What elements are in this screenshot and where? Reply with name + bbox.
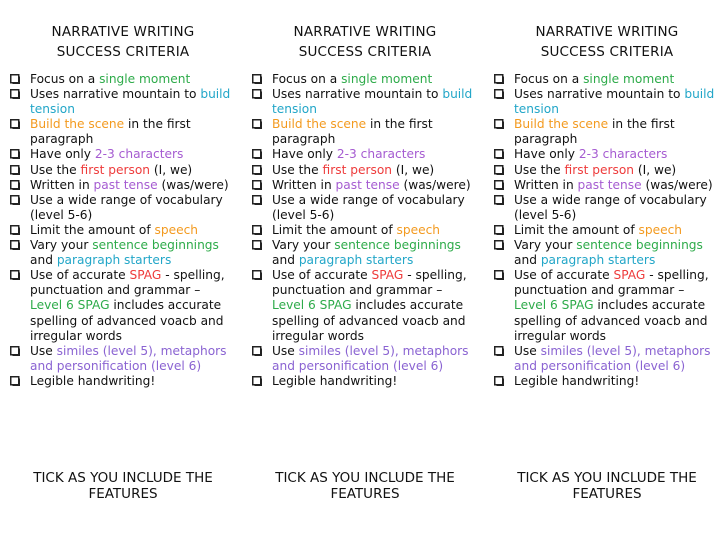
criteria-item [494,268,720,343]
criteria-text-c: (was/were) [399,177,471,192]
criteria-text-a: Use a wide range of vocabulary (level 5-6) [272,192,465,222]
checkbox-icon[interactable] [10,74,20,84]
title-line-1: NARRATIVE WRITING [293,24,437,40]
checkbox-icon[interactable] [252,149,262,159]
tick-instruction: TICK AS YOU INCLUDE THE FEATURES [33,470,213,502]
criteria-text-c: in the first paragraph [514,117,675,147]
checkbox-icon[interactable] [494,346,504,356]
criteria-item [494,344,720,374]
criteria-item [10,344,236,374]
criteria-text-c: - spelling, punctuation and grammar – [272,268,467,298]
criteria-text-b: single moment [99,72,191,86]
title-line-2: SUCCESS CRITERIA [298,44,432,60]
tick-instruction: TICK AS YOU INCLUDE THE FEATURES [517,470,697,502]
criteria-text-a: Use [272,343,299,358]
criteria-text-b: single moment [583,72,675,86]
criteria-text-b: past tense [577,177,642,192]
criteria-item [252,238,478,268]
criteria-item [10,87,236,117]
criteria-text-c: in the first paragraph [30,117,191,147]
criteria-text-a: Vary your [514,238,577,253]
checkbox-icon[interactable] [252,180,262,190]
criteria-item [252,344,478,374]
checkbox-icon[interactable] [10,89,20,99]
checkbox-icon[interactable] [252,376,262,386]
criteria-text-b: first person [322,162,392,177]
criteria-text-a: Legible handwriting! [272,373,398,388]
criteria-text-d: Level 6 SPAG [514,298,594,313]
criteria-text-a: Written in [514,177,578,192]
criteria-item [494,374,720,389]
checkbox-icon[interactable] [252,165,262,175]
checkbox-icon[interactable] [494,74,504,84]
criteria-item [494,163,720,178]
criteria-list [10,72,236,389]
criteria-item [10,223,236,238]
criteria-text-a: Have only [272,147,337,162]
criteria-title [494,22,720,66]
criteria-text-a: Legible handwriting! [30,373,156,388]
criteria-text-a: Uses narrative mountain to [272,87,443,102]
criteria-item [10,117,236,147]
criteria-text-e: includes accurate spelling of advanced voacb and irregular words [514,298,708,343]
checkbox-icon[interactable] [252,240,262,250]
checkbox-icon[interactable] [252,89,262,99]
checkbox-icon[interactable] [252,270,262,280]
criteria-item [252,178,478,193]
criteria-text-b: sentence beginnings [576,238,703,253]
criteria-item [10,193,236,223]
criteria-text-a: Uses narrative mountain to [514,87,685,102]
criteria-column [10,0,236,502]
criteria-item [10,374,236,389]
checkbox-icon[interactable] [494,180,504,190]
title-line-1: NARRATIVE WRITING [51,24,195,40]
criteria-text-b: SPAG [371,268,404,283]
criteria-item [10,178,236,193]
criteria-text-a: Written in [30,177,94,192]
criteria-item [10,147,236,162]
criteria-item [494,87,720,117]
criteria-text-c: and [30,253,57,268]
title-line-1: NARRATIVE WRITING [535,24,679,40]
criteria-text-b: first person [564,162,634,177]
criteria-text-a: Use a wide range of vocabulary (level 5-6) [30,192,223,222]
checkbox-icon[interactable] [494,149,504,159]
criteria-text-a: Use the [272,162,323,177]
criteria-text-a: Focus on a [272,72,342,86]
checkbox-icon[interactable] [10,180,20,190]
criteria-text-d: paragraph starters [56,253,172,268]
criteria-list [252,72,478,389]
criteria-item [252,147,478,162]
criteria-text-b: speech [154,222,198,237]
criteria-item [494,178,720,193]
criteria-text-a: Written in [272,177,336,192]
criteria-text-e: includes accurate spelling of advanced voacb and irregular words [272,298,466,343]
criteria-item [252,87,478,117]
criteria-text-a: Focus on a [514,72,584,86]
criteria-text-a: Use of accurate [514,268,614,283]
checkbox-icon[interactable] [252,74,262,84]
checkbox-icon[interactable] [494,225,504,235]
criteria-text-b: sentence beginnings [92,238,219,253]
criteria-text-b: 2-3 characters [336,147,426,162]
criteria-text-c: (I, we) [150,162,193,177]
checkbox-icon[interactable] [494,270,504,280]
checkbox-icon[interactable] [494,376,504,386]
criteria-text-d: paragraph starters [298,253,414,268]
criteria-text-b: 2-3 characters [94,147,184,162]
criteria-item [10,72,236,87]
criteria-text-b: speech [396,222,440,237]
checkbox-icon[interactable] [252,225,262,235]
criteria-item [252,72,478,87]
title-line-2: SUCCESS CRITERIA [56,44,190,60]
checkbox-icon[interactable] [494,195,504,205]
criteria-text-b: sentence beginnings [334,238,461,253]
criteria-text-a: Have only [30,147,95,162]
criteria-title [10,22,236,66]
tick-instruction: TICK AS YOU INCLUDE THE FEATURES [275,470,455,502]
criteria-text-b: first person [80,162,150,177]
criteria-text-a: Focus on a [30,72,100,86]
checkbox-icon[interactable] [494,240,504,250]
criteria-item [10,163,236,178]
checkbox-icon[interactable] [10,195,20,205]
checkbox-icon[interactable] [10,225,20,235]
criteria-text-e: includes accurate spelling of advanced voacb and irregular words [30,298,224,343]
criteria-text-a: Vary your [30,238,93,253]
criteria-text-c: (I, we) [392,162,435,177]
criteria-text-c: (was/were) [641,177,713,192]
criteria-text-c: and [272,253,299,268]
checkbox-icon[interactable] [10,270,20,280]
criteria-text-c: in the first paragraph [272,117,433,147]
criteria-text-b: similes (level 5), metaphors and personification (level 6) [272,343,469,373]
criteria-text-b: Build the scene [514,117,609,132]
checkbox-icon[interactable] [10,240,20,250]
criteria-text-b: similes (level 5), metaphors and personification (level 6) [514,343,711,373]
criteria-item [494,238,720,268]
criteria-text-a: Use a wide range of vocabulary (level 5-6) [514,192,707,222]
criteria-text-c: (was/were) [157,177,229,192]
criteria-text-b: Build the scene [272,117,367,132]
criteria-text-b: single moment [341,72,433,86]
criteria-item [252,223,478,238]
criteria-item [494,117,720,147]
criteria-title [252,22,478,66]
criteria-text-b: 2-3 characters [578,147,668,162]
criteria-item [494,223,720,238]
criteria-item [252,117,478,147]
criteria-text-a: Have only [514,147,579,162]
criteria-text-a: Use of accurate [30,268,130,283]
criteria-text-b: build tension [514,87,715,117]
criteria-text-a: Limit the amount of [30,222,155,237]
criteria-item [494,72,720,87]
criteria-column [252,0,478,502]
criteria-item [252,163,478,178]
checkbox-icon[interactable] [252,119,262,129]
criteria-text-a: Limit the amount of [272,222,397,237]
checkbox-icon[interactable] [494,165,504,175]
criteria-item [10,238,236,268]
criteria-text-b: SPAG [613,268,646,283]
criteria-text-b: build tension [272,87,473,117]
checkbox-icon[interactable] [494,119,504,129]
criteria-text-a: Legible handwriting! [514,373,640,388]
criteria-text-b: past tense [93,177,158,192]
criteria-text-c: - spelling, punctuation and grammar – [514,268,709,298]
criteria-text-c: - spelling, punctuation and grammar – [30,268,225,298]
criteria-text-b: build tension [30,87,231,117]
checkbox-icon[interactable] [10,165,20,175]
criteria-text-b: past tense [335,177,400,192]
criteria-text-d: paragraph starters [540,253,656,268]
criteria-text-d: Level 6 SPAG [30,298,110,313]
criteria-item [252,268,478,343]
criteria-item [494,193,720,223]
criteria-text-a: Use the [30,162,81,177]
criteria-item [494,147,720,162]
checkbox-icon[interactable] [10,119,20,129]
criteria-text-b: SPAG [129,268,162,283]
criteria-text-a: Use of accurate [272,268,372,283]
criteria-text-c: (I, we) [634,162,677,177]
checkbox-icon[interactable] [494,89,504,99]
criteria-text-b: Build the scene [30,117,125,132]
criteria-text-a: Vary your [272,238,335,253]
title-line-2: SUCCESS CRITERIA [540,44,674,60]
criteria-text-a: Uses narrative mountain to [30,87,201,102]
checkbox-icon[interactable] [10,149,20,159]
checkbox-icon[interactable] [252,195,262,205]
checkbox-icon[interactable] [252,346,262,356]
criteria-list [494,72,720,389]
criteria-item [10,268,236,343]
criteria-text-a: Use the [514,162,565,177]
criteria-text-c: and [514,253,541,268]
checkbox-icon[interactable] [10,346,20,356]
criteria-text-d: Level 6 SPAG [272,298,352,313]
criteria-item [252,374,478,389]
criteria-item [252,193,478,223]
criteria-text-a: Limit the amount of [514,222,639,237]
criteria-text-a: Use [514,343,541,358]
criteria-text-a: Use [30,343,57,358]
checkbox-icon[interactable] [10,376,20,386]
criteria-text-b: speech [638,222,682,237]
criteria-column [494,0,720,502]
criteria-text-b: similes (level 5), metaphors and personification (level 6) [30,343,227,373]
